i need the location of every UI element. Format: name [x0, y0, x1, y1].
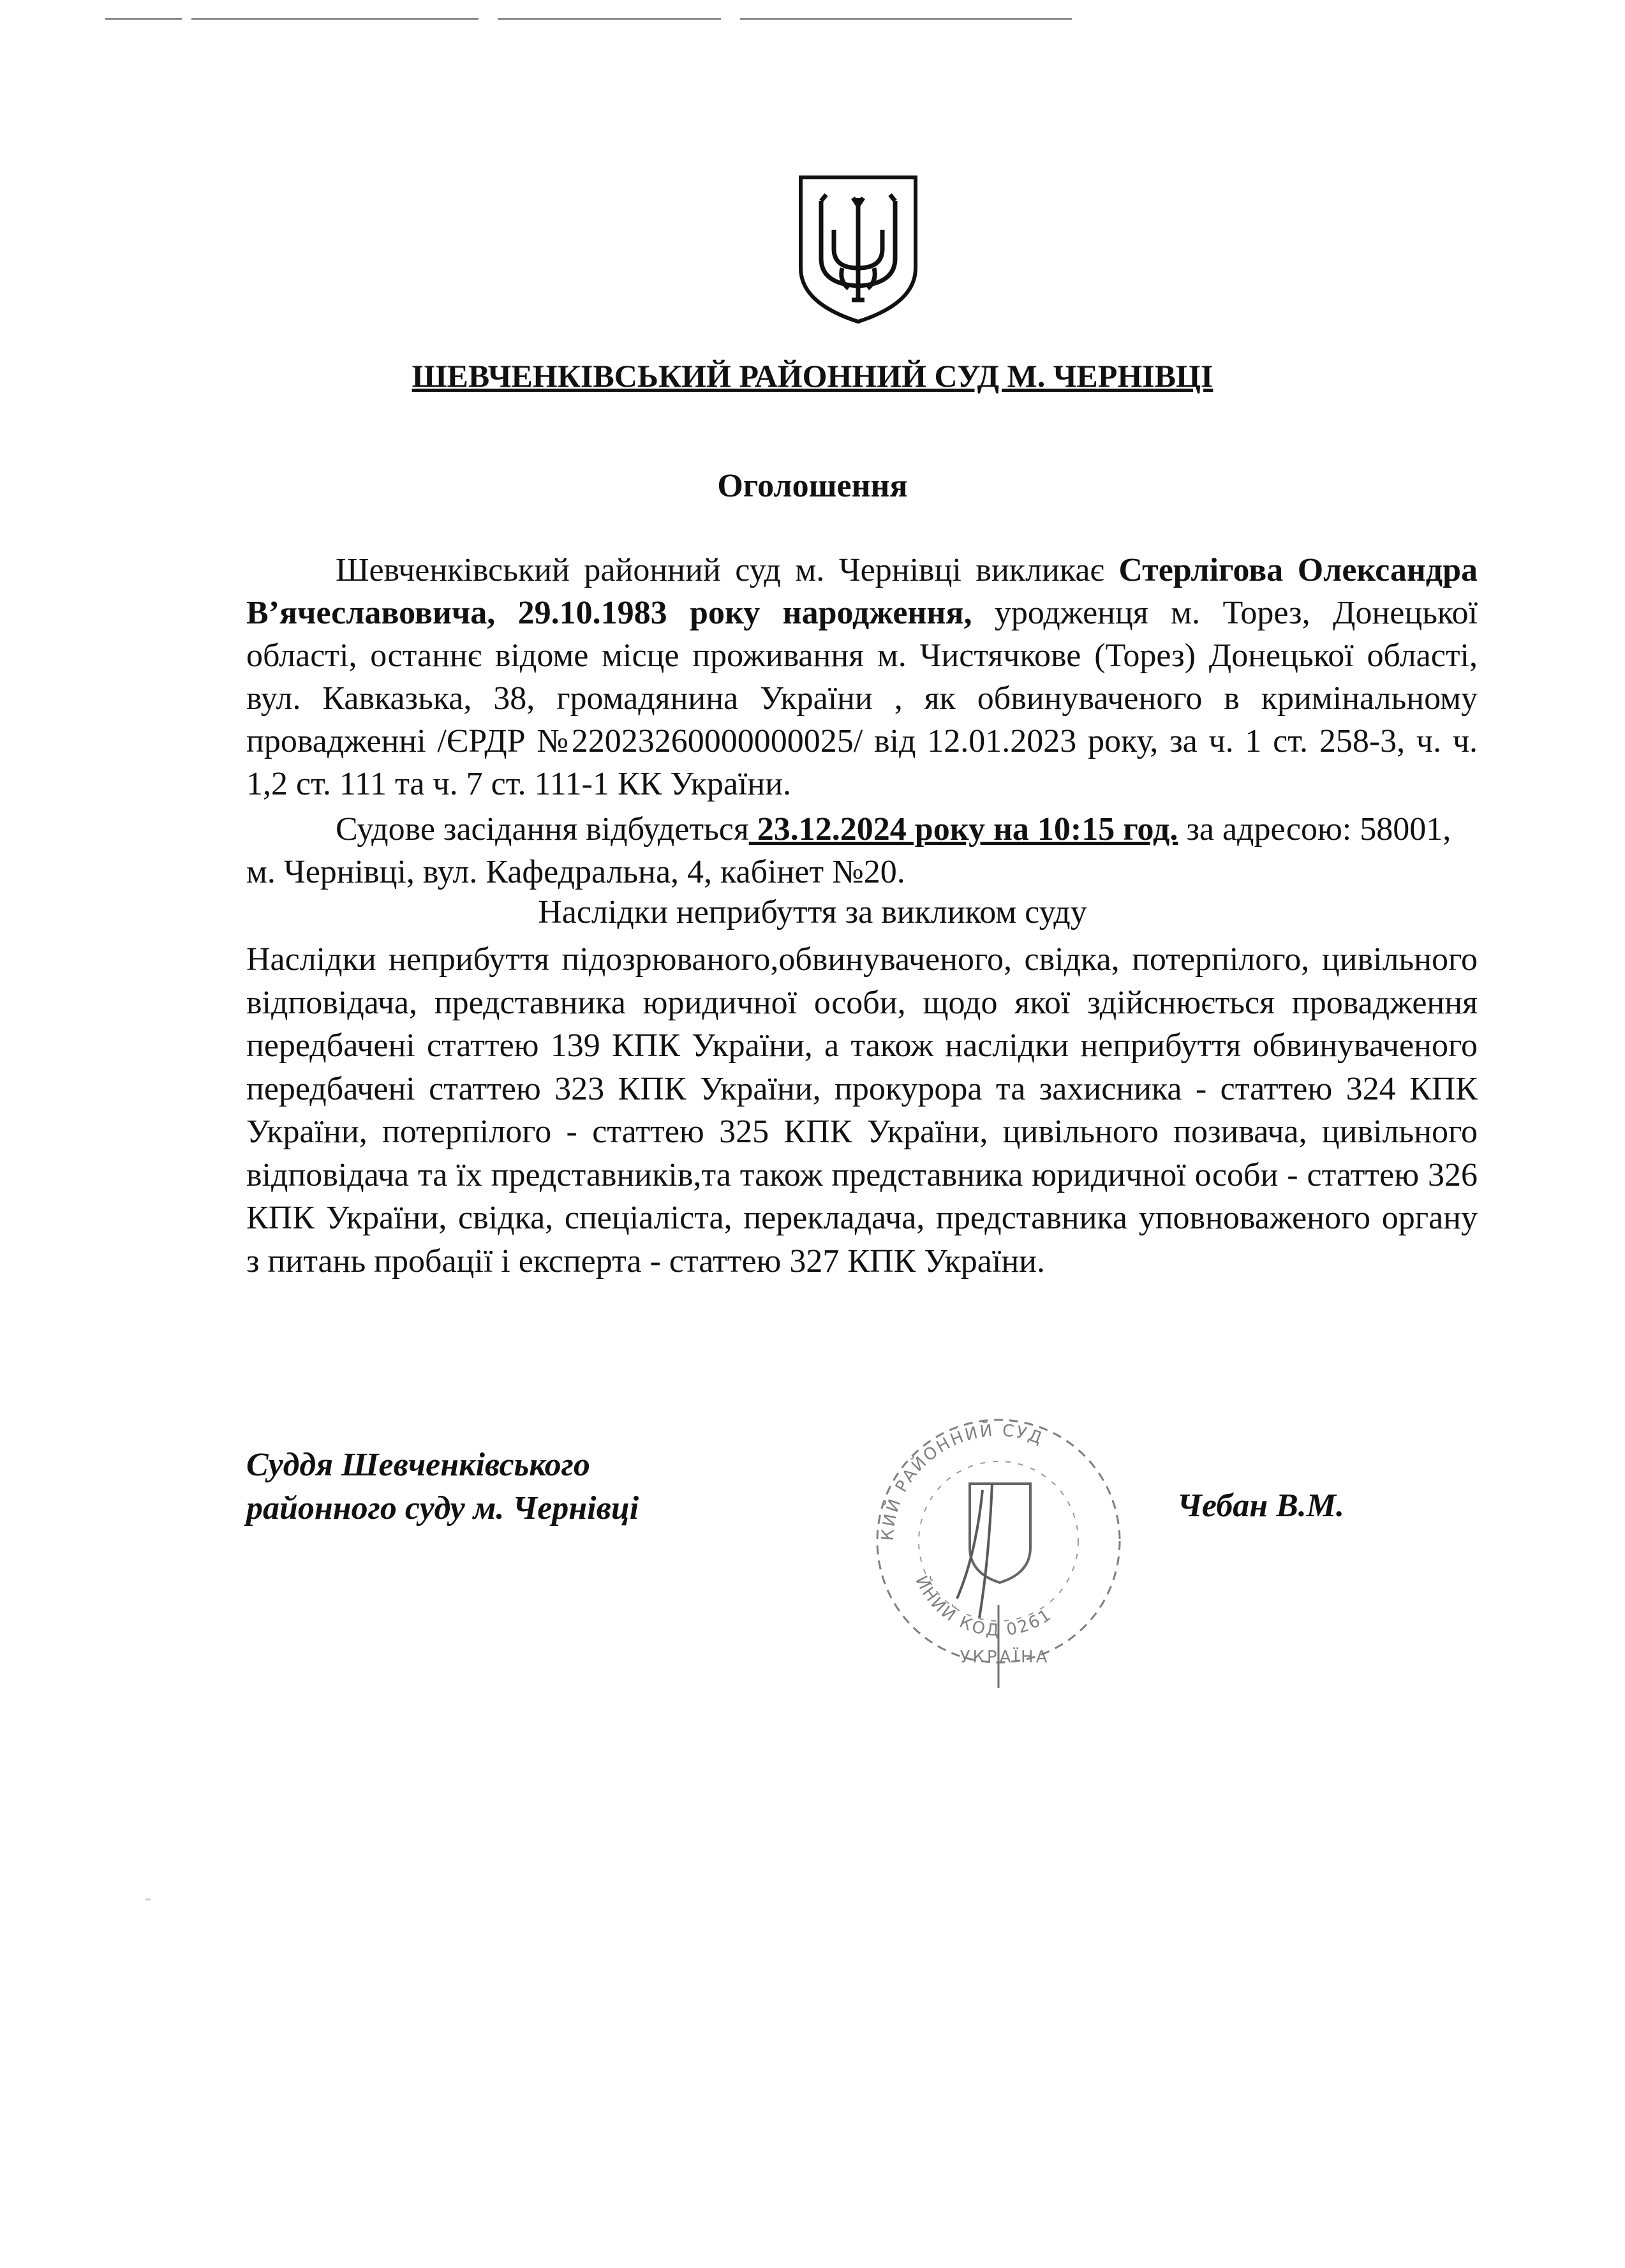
judge-name: Чебан В.М. [1177, 1488, 1345, 1524]
scan-line [740, 18, 1072, 20]
seal-text-top: КИЙ РАЙОННИЙ СУД [878, 1421, 1046, 1542]
consequences-title: Наслідки неприбуття за викликом суду [538, 894, 1087, 930]
scan-line [498, 18, 721, 20]
scan-line [105, 18, 182, 20]
hearing-address: за адресою: 58001, м. Чернівці, вул. Кафедральна, 4, кабінет №20. [246, 811, 1451, 890]
consequences-text: Наслідки неприбуття підозрюваного,обвинуваченого, свідка, потерпілого, цивільного відповідача, представника юридичної особи, щодо якої здійснюється провадження передбачені статтею 139 КПК України, а також наслідки неприбуття обвинуваченого передбачені статтею 323 КПК України, прокурора та захисника - статтею 324 КПК України, потерпілого - статтею 325 КПК України, цивільного позивача, цивільного відповідача та їх представників,та також представника юридичної особи - статтею 326 КПК України, свідка, спеціаліста, перекладача, представника уповноваженого органу з питань пробації і експерта - статтею 327 КПК України. [246, 941, 1478, 1279]
seal-text-country: УКРАЇНА [960, 1648, 1050, 1667]
court-title: ШЕВЧЕНКІВСЬКИЙ РАЙОННИЙ СУД М. ЧЕРНІВЦІ [412, 358, 1213, 394]
judge-position-line2: районного суду м. Чернівці [246, 1490, 639, 1526]
seal-text-bottom: ЙНИЙ КОД 0261 [911, 1572, 1056, 1641]
hearing-paragraph [246, 808, 1478, 893]
intro-paragraph [246, 549, 1478, 805]
judge-position-line1: Суддя Шевченківського [246, 1447, 590, 1483]
intro-details: уродженця м. Торез, Донецької області, останнє відоме місце проживання м. Чистячкове (Торез) Донецької області, вул. Кавказька, 38, громадянина України , як обвинуваченого в кримінальному провадженні /ЄРДР №22023260000000025/ від 12.01.2023 року, за ч. 1 ст. 258-3, ч. ч. 1,2 ст. 111 та ч. 7 ст. 111-1 КК України. [246, 595, 1478, 802]
intro-lead: Шевченківський районний суд м. Чернівці викликає [336, 552, 1119, 588]
document-heading: Оголошення [717, 468, 908, 504]
hearing-datetime: 23.12.2024 року на 10:15 год. [748, 811, 1178, 847]
judge-position [246, 1444, 639, 1530]
consequences-paragraph [246, 938, 1478, 1283]
scan-line [191, 18, 479, 20]
hearing-lead: Судове засідання відбудеться [336, 811, 749, 847]
svg-text:КИЙ РАЙОННИЙ СУД [879, 1420, 1046, 1542]
trident-coat-of-arms-icon [794, 172, 922, 325]
court-seal-stamp [845, 1388, 1152, 1688]
accused-person: Стерлігова Олександра В’ячеславовича, 29.10.1983 року народження, [246, 552, 1478, 631]
scan-speck [145, 1899, 151, 1900]
